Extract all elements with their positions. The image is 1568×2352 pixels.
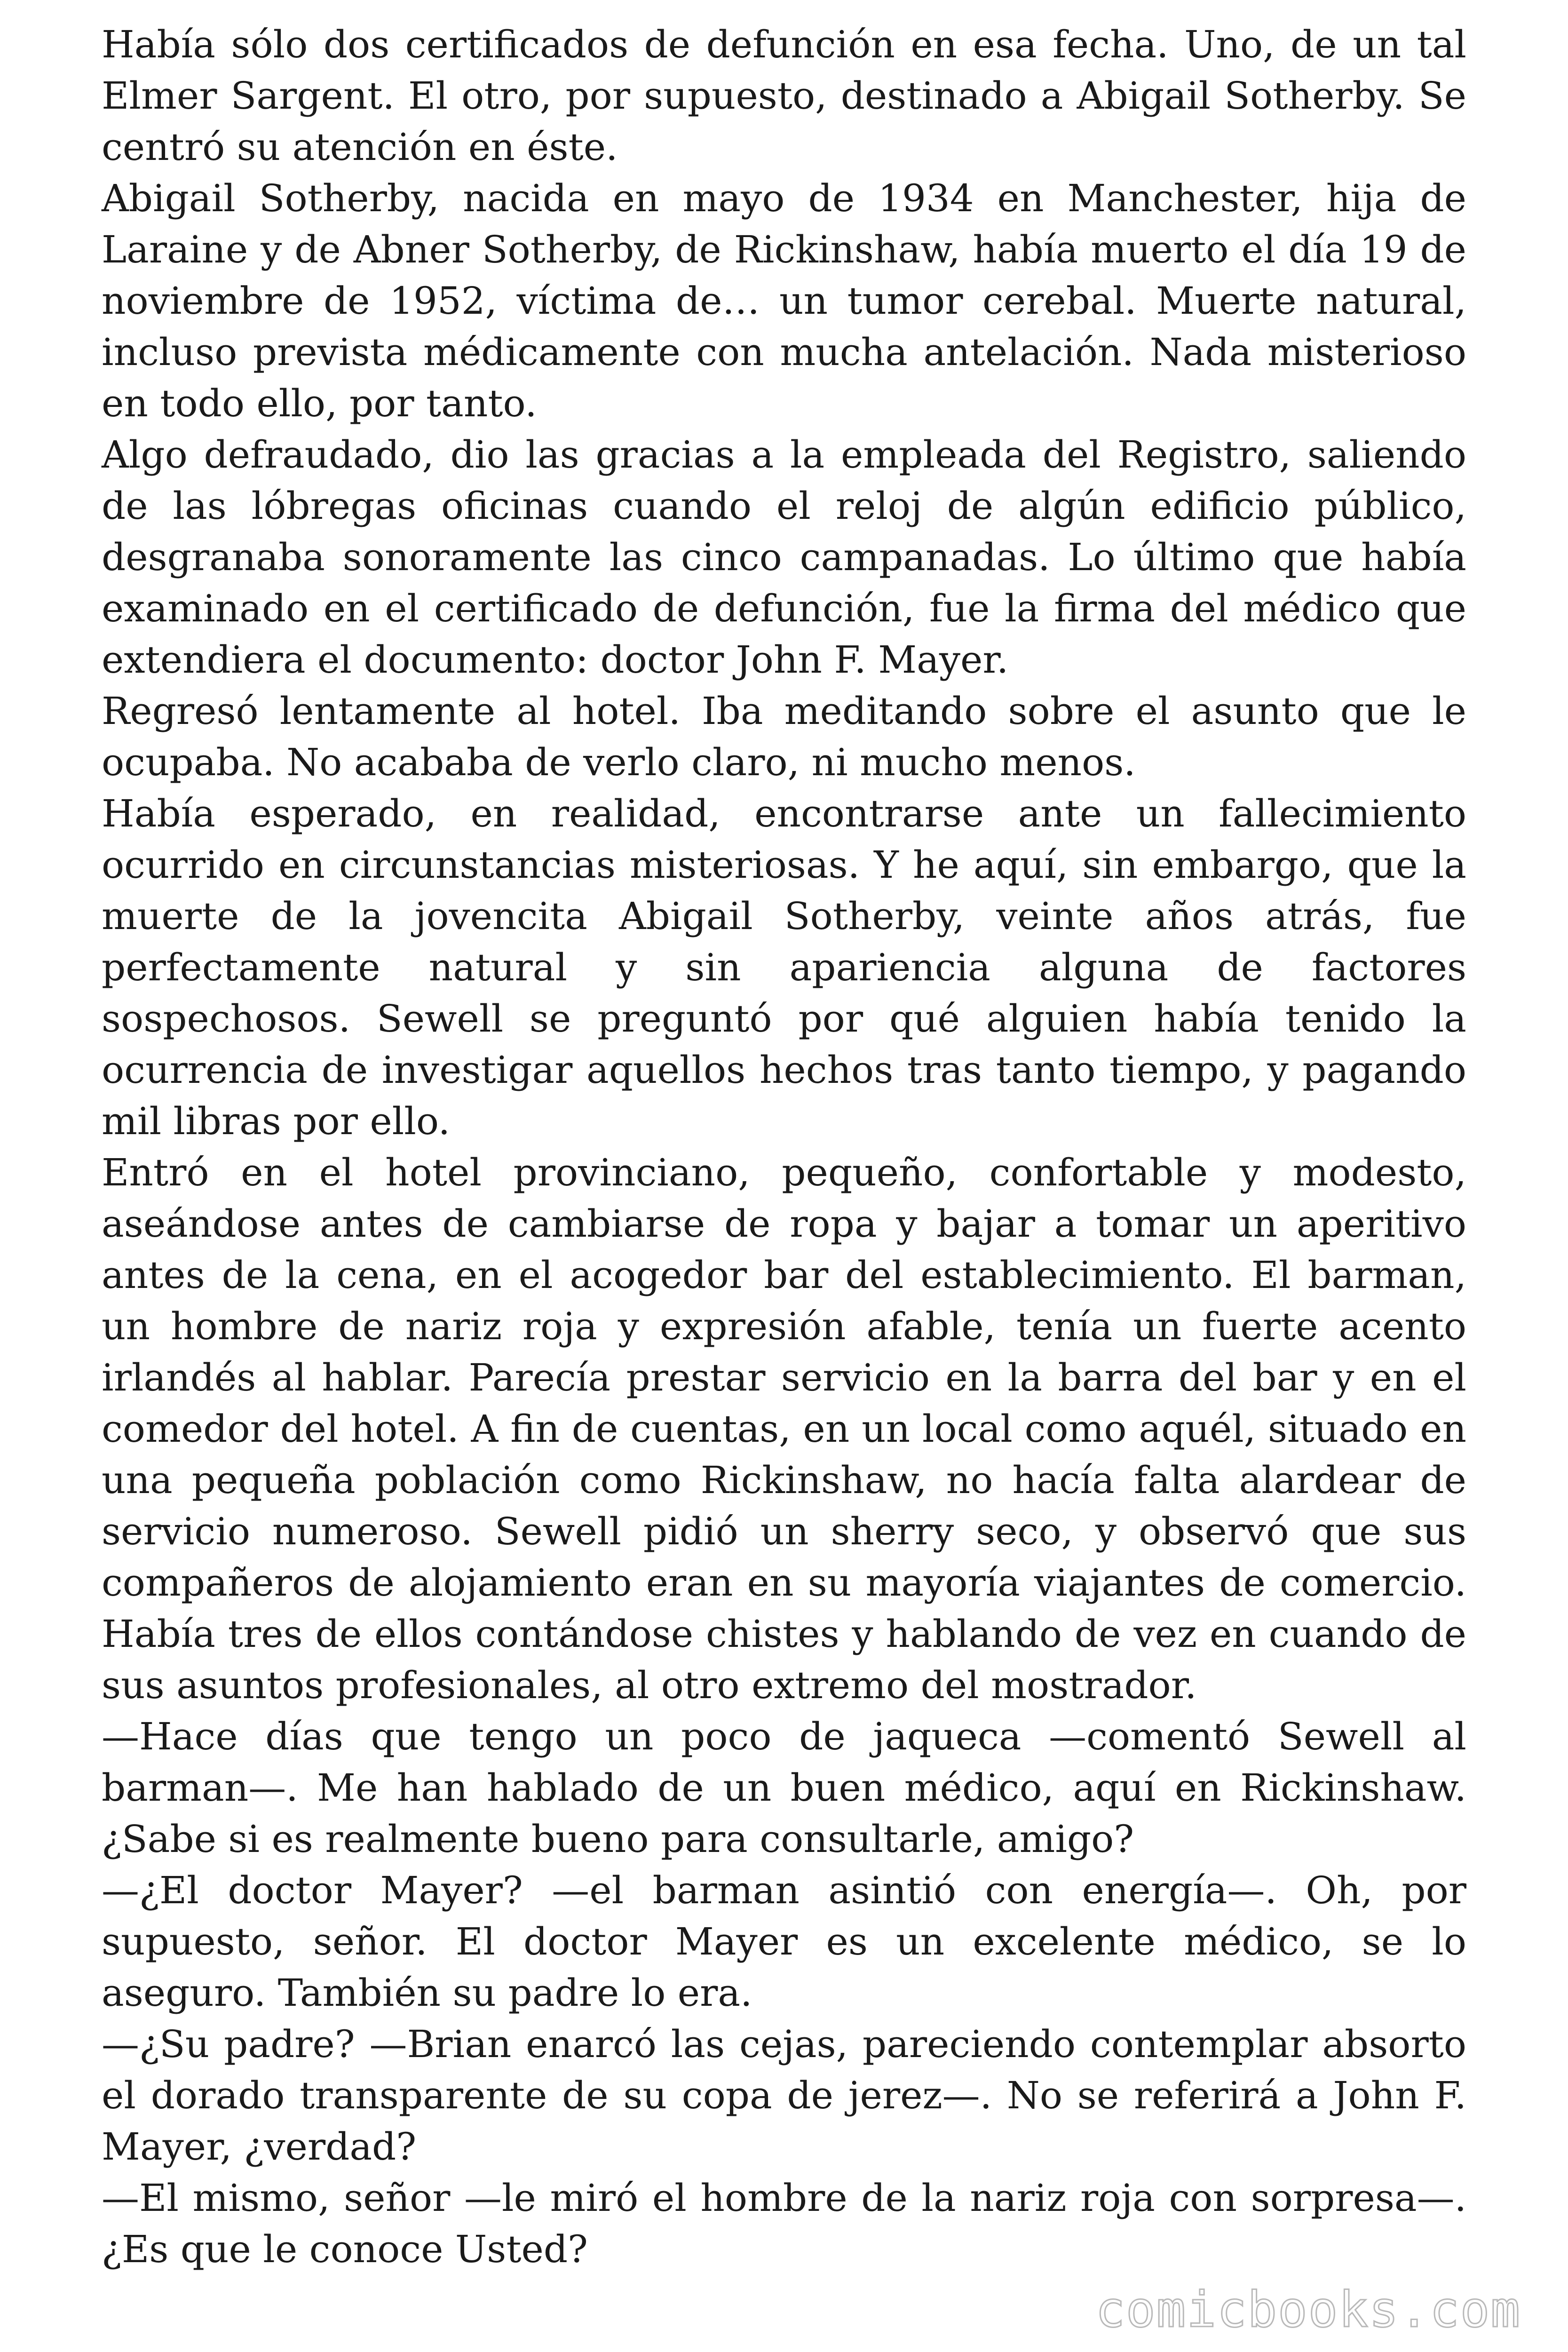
paragraph: Algo defraudado, dio las gracias a la empleada del Registro, saliendo de las lóbregas oficinas cuando el reloj de algún edificio público, desgranaba sonoramente las cinco campanadas. Lo último que había examinado en el certificado de defunción, fue la firma del médico que extendiera el documento: doctor John F. Mayer.: [102, 433, 1466, 682]
paragraph: Había esperado, en realidad, encontrarse ante un fallecimiento ocurrido en circunstancias misteriosas. Y he aquí, sin embargo, que la muerte de la jovencita Abigail Sotherby, veinte años atrás, fue perfectamente natural y sin apariencia alguna de factores sospechosos. Sewell se preguntó por qué alguien había tenido la ocurrencia de investigar aquellos hechos tras tanto tiempo, y pagando mil libras por ello.: [102, 792, 1466, 1143]
paragraph: Regresó lentamente al hotel. Iba meditando sobre el asunto que le ocupaba. No acababa de verlo claro, ni mucho menos.: [102, 689, 1466, 784]
book-page-text: [102, 19, 1466, 2275]
paragraph: Abigail Sotherby, nacida en mayo de 1934 en Manchester, hija de Laraine y de Abner Sotherby, de Rickinshaw, había muerto el día 19 de noviembre de 1952, víctima de… un tumor cerebal. Muerte natural, incluso prevista médicamente con mucha antelación. Nada misterioso en todo ello, por tanto.: [102, 176, 1466, 425]
paragraph: Había sólo dos certificados de defunción en esa fecha. Uno, de un tal Elmer Sargent. El otro, por supuesto, destinado a Abigail Sotherby. Se centró su atención en éste.: [102, 23, 1466, 169]
paragraph: —Hace días que tengo un poco de jaqueca —comentó Sewell al barman—. Me han hablado de un buen médico, aquí en Rickinshaw. ¿Sabe si es realmente bueno para consultarle, amigo?: [102, 1715, 1466, 1861]
paragraph: —¿El doctor Mayer? —el barman asintió con energía—. Oh, por supuesto, señor. El doctor Mayer es un excelente médico, se lo aseguro. También su padre lo era.: [102, 1868, 1466, 2015]
paragraph: Entró en el hotel provinciano, pequeño, confortable y modesto, aseándose antes de cambiarse de ropa y bajar a tomar un aperitivo antes de la cena, en el acogedor bar del establecimiento. El barman, un hombre de nariz roja y expresión afable, tenía un fuerte acento irlandés al hablar. Parecía prestar servicio en la barra del bar y en el comedor del hotel. A fin de cuentas, en un local como aquél, situado en una pequeña población como Rickinshaw, no hacía falta alardear de servicio numeroso. Sewell pidió un sherry seco, y observó que sus compañeros de alojamiento eran en su mayoría viajantes de comercio. Había tres de ellos contándose chistes y hablando de vez en cuando de sus asuntos profesionales, al otro extremo del mostrador.: [102, 1151, 1466, 1707]
paragraph: —El mismo, señor —le miró el hombre de la nariz roja con sorpresa—. ¿Es que le conoce Usted?: [102, 2176, 1466, 2271]
watermark: comicbooks.com: [1095, 2281, 1521, 2338]
paragraph: —¿Su padre? —Brian enarcó las cejas, pareciendo contemplar absorto el dorado transparente de su copa de jerez—. No se referirá a John F. Mayer, ¿verdad?: [102, 2022, 1466, 2169]
